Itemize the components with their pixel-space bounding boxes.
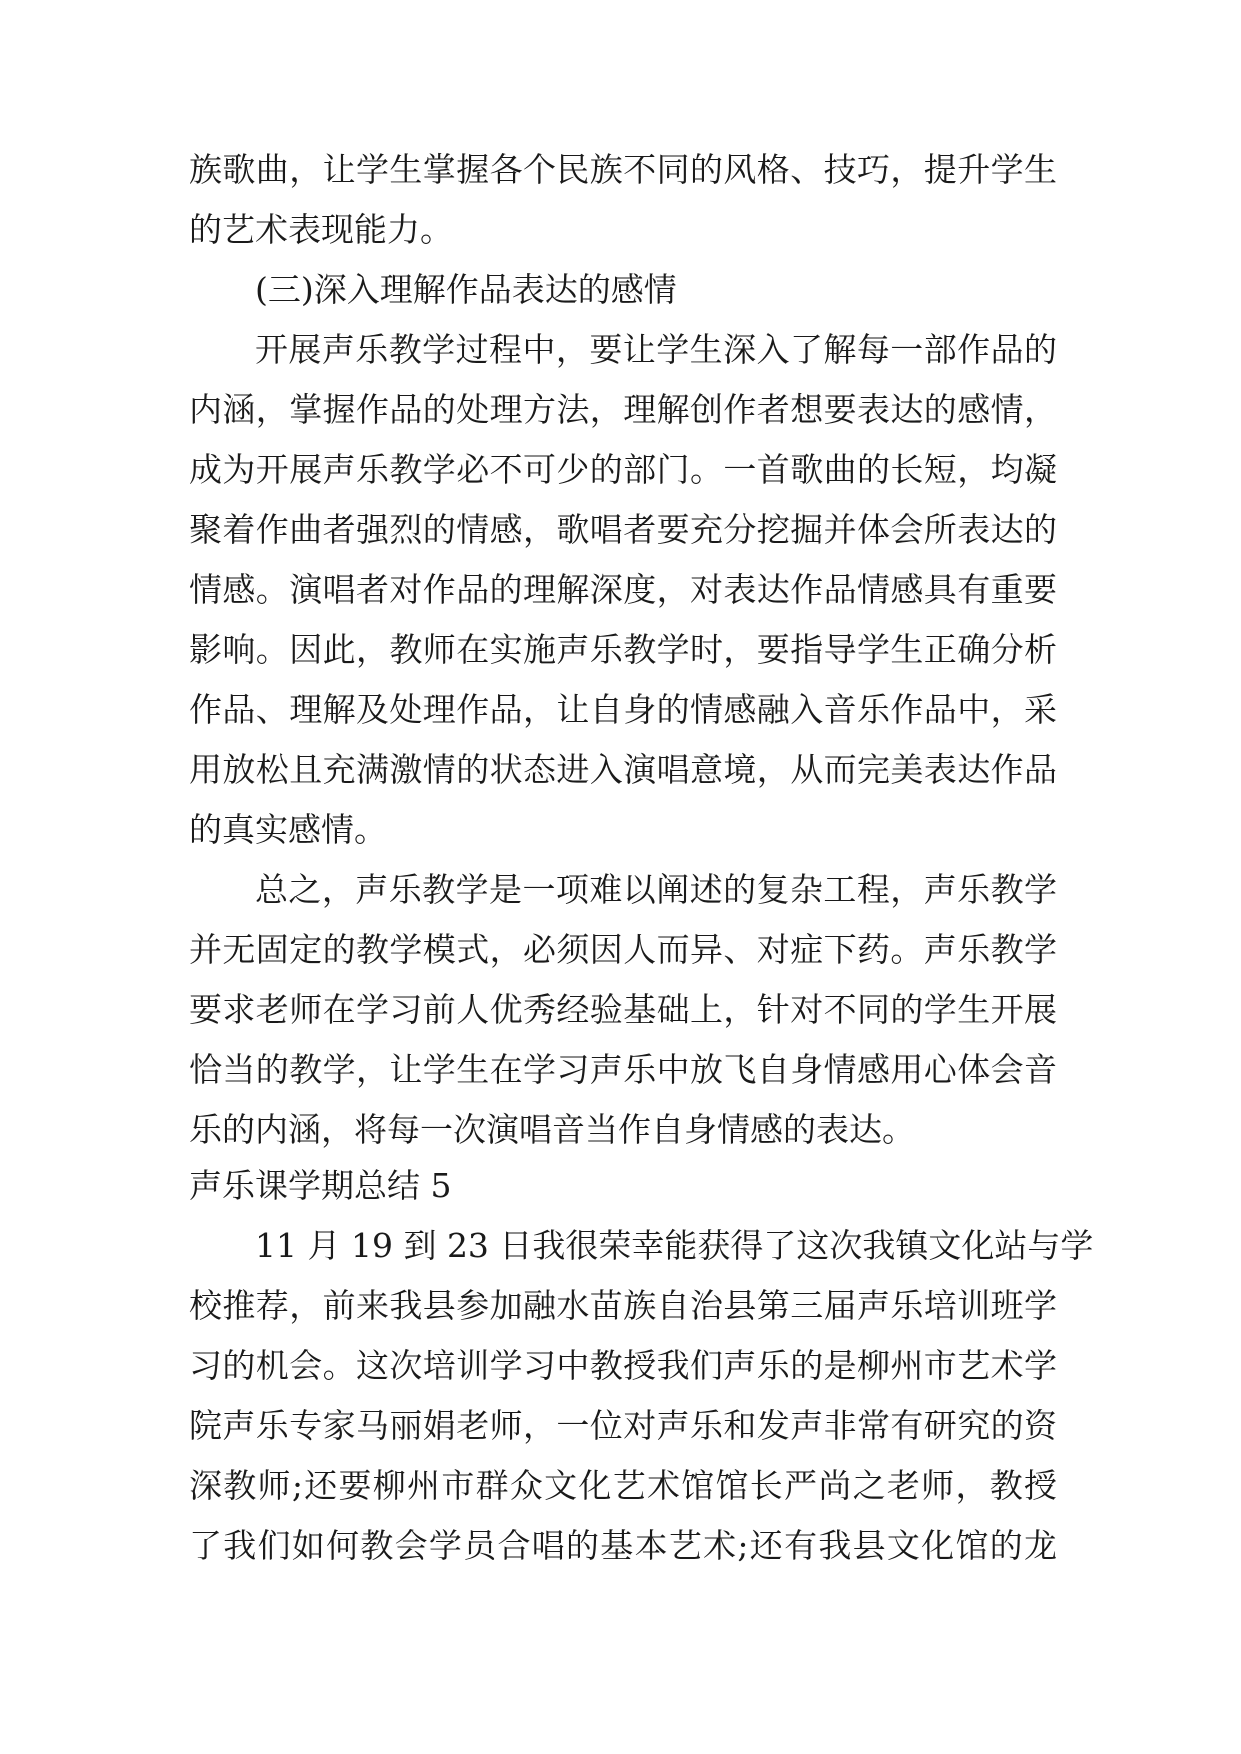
text-line: 内涵，掌握作品的处理方法，理解创作者想要表达的感情， [189,390,1057,429]
text-line: 要求老师在学习前人优秀经验基础上，针对不同的学生开展 [189,990,1057,1029]
text-line: 恰当的教学，让学生在学习声乐中放飞自身情感用心体会音 [189,1050,1057,1089]
text-line: 的真实感情。 [189,810,387,849]
text-line: 用放松且充满激情的状态进入演唱意境，从而完美表达作品 [189,750,1057,789]
text-line: 院声乐专家马丽娟老师，一位对声乐和发声非常有研究的资 [189,1406,1057,1445]
subheading: (三)深入理解作品表达的感情 [255,270,677,309]
text-line: 聚着作曲者强烈的情感，歌唱者要充分挖掘并体会所表达的 [189,510,1057,549]
text-line: 乐的内涵，将每一次演唱音当作自身情感的表达。 [189,1110,915,1149]
text-line: 习的机会。这次培训学习中教授我们声乐的是柳州市艺术学 [189,1346,1057,1385]
text-line: 影响。因此，教师在实施声乐教学时，要指导学生正确分析 [189,630,1057,669]
text-line: 作品、理解及处理作品，让自身的情感融入音乐作品中，采 [189,690,1057,729]
paragraph-first-line: 总之，声乐教学是一项难以阐述的复杂工程，声乐教学 [255,870,1057,909]
text-line: 情感。演唱者对作品的理解深度，对表达作品情感具有重要 [189,570,1057,609]
paragraph-first-line: 开展声乐教学过程中，要让学生深入了解每一部作品的 [255,330,1057,369]
text-line: 族歌曲，让学生掌握各个民族不同的风格、技巧，提升学生 [189,150,1057,189]
section-title: 声乐课学期总结 5 [189,1166,452,1205]
text-line: 的艺术表现能力。 [189,210,453,249]
text-line: 并无固定的教学模式，必须因人而异、对症下药。声乐教学 [189,930,1057,969]
paragraph-first-line: 11 月 19 到 23 日我很荣幸能获得了这次我镇文化站与学 [255,1226,1094,1265]
text-line: 校推荐，前来我县参加融水苗族自治县第三届声乐培训班学 [189,1286,1057,1325]
text-line: 成为开展声乐教学必不可少的部门。一首歌曲的长短，均凝 [189,450,1057,489]
text-line: 深教师;还要柳州市群众文化艺术馆馆长严尚之老师，教授 [189,1466,1057,1505]
text-line: 了我们如何教会学员合唱的基本艺术;还有我县文化馆的龙 [189,1526,1057,1565]
